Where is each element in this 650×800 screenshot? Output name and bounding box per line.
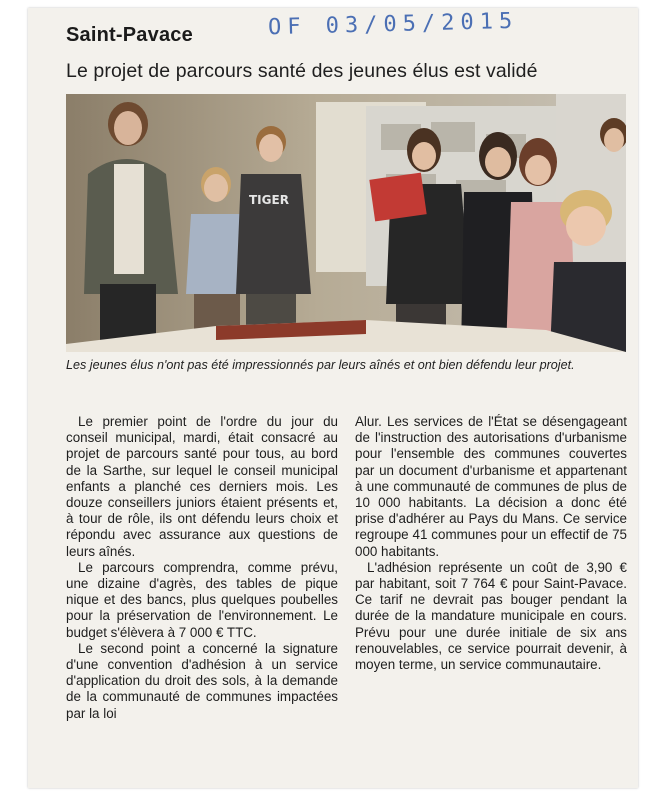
article-column-right [355,414,627,673]
article-paragraph: Alur. Les services de l'État se désengageant de l'instruction des autorisations d'urbanisme pour l'ensemble des communes couvertes par un document d'urbanisme et appartenant à une communauté de communes de plus de 10 000 habitants. La décision a donc été prise d'adhérer au Pays du Mans. Ce service regroupe 41 communes pour un effectif de 75 000 habitants. [355,414,627,559]
photo-caption: Les jeunes élus n'ont pas été impressionnés par leurs aînés et ont bien défendu leur projet. [66,358,575,372]
photo-illustration [66,94,626,352]
handwritten-date-note: OF 03/05/2015 [267,8,519,41]
article-paragraph: Le parcours comprendra, comme prévu, une dizaine d'agrès, des tables de pique nique et des bancs, plus quelques poubelles pour la préservation de l'environnement. Le budget s'élèvera à 7 000 € TTC. [66,559,338,640]
locality-heading: Saint-Pavace [66,24,193,46]
article-paragraph: Le second point a concerné la signature d'une convention d'adhésion à un service d'application du droit des sols, à la demande de la communauté de communes impactées par la loi [66,640,338,721]
article-column-left [66,414,338,722]
shirt-print-text: TIGER [249,193,289,207]
article-photo [66,94,626,352]
article-headline: Le projet de parcours santé des jeunes élus est validé [66,60,538,82]
article-paragraph: L'adhésion représente un coût de 3,90 € par habitant, soit 7 764 € pour Saint-Pavace. Ce tarif ne devrait pas bouger pendant la durée de la mandature municipale en cours. Prévu pour une durée initiale de six ans renouvelables, ce service pourrait devenir, à moyen terme, un service communautaire. [355,559,627,673]
article-paragraph: Le premier point de l'ordre du jour du conseil municipal, mardi, était consacré au projet de parcours santé pour tous, au bord de la Sarthe, sur lequel le conseil municipal enfants a planché ces derniers mois. Les douze conseillers juniors étaient présents et, à tour de rôle, ils ont défendu leurs choix et répondu avec assurance aux questions de leurs aînés. [66,414,338,559]
